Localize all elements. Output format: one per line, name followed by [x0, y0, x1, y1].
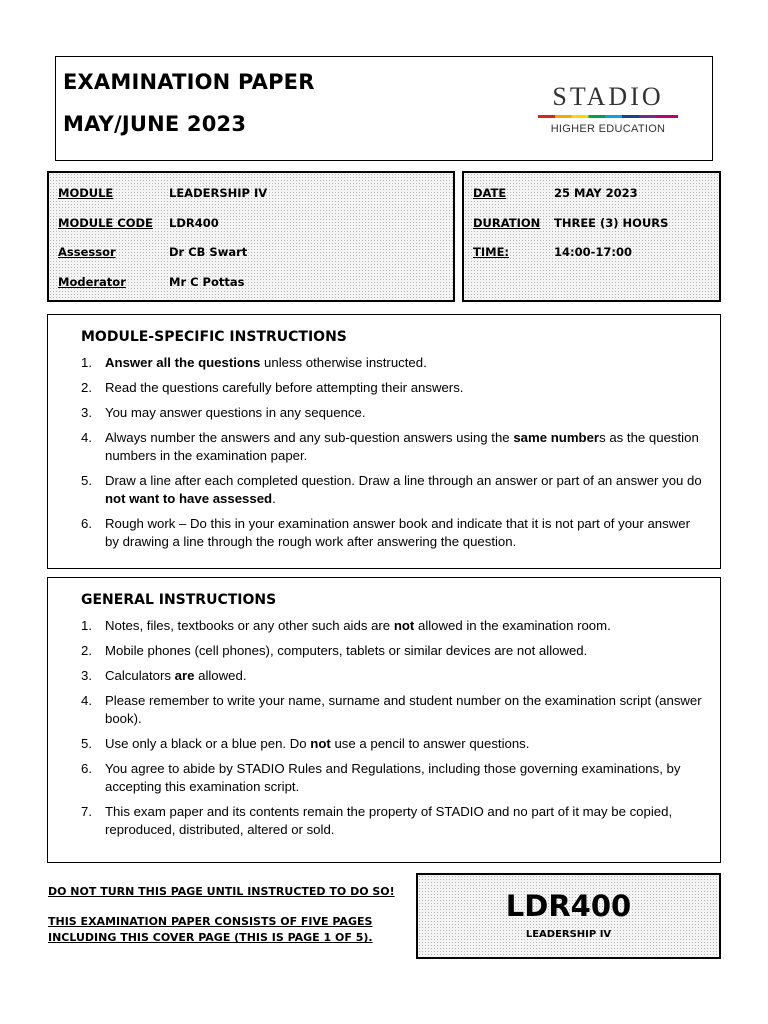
exam-header [55, 56, 713, 161]
instruction-item [81, 692, 706, 728]
general-instruction-list [81, 617, 706, 839]
page-count-note-line2: INCLUDING THIS COVER PAGE (THIS IS PAGE 1 OF 5). [48, 931, 373, 944]
instruction-item [81, 515, 706, 551]
instruction-text: Rough work – Do this in your examination answer book and indicate that it is not part of your answer by drawing a line through the rough work after answering the question. [105, 516, 690, 549]
info-value: Mr C Pottas [169, 275, 245, 289]
instruction-number: 7. [81, 804, 92, 819]
info-label: Moderator [58, 275, 126, 289]
module-code: LDR400 [505, 889, 632, 923]
exam-session: MAY/JUNE 2023 [63, 112, 247, 136]
instruction-text: Answer all the questions unless otherwise instructed. [105, 355, 427, 370]
info-value: Dr CB Swart [169, 245, 248, 259]
instruction-item [81, 803, 706, 839]
stadio-logo [538, 82, 678, 135]
instruction-text: You agree to abide by STADIO Rules and Regulations, including those governing examinations, by accepting this examination script. [105, 761, 681, 794]
info-label: DURATION [473, 216, 541, 230]
info-value: THREE (3) HOURS [554, 216, 669, 230]
emphasis-text: are [174, 668, 195, 683]
info-label: Assessor [58, 245, 116, 259]
emphasis-text: not [393, 618, 415, 633]
instruction-text: Use only a black or a blue pen. Do not use a pencil to answer questions. [105, 736, 530, 751]
emphasis-text: not want to have assessed [105, 491, 273, 506]
info-label: MODULE [58, 186, 114, 200]
instruction-text: Read the questions carefully before attempting their answers. [105, 380, 464, 395]
instruction-number: 1. [81, 618, 92, 633]
logo-wordmark: STADIO [552, 82, 664, 111]
logo-color-stripe [538, 115, 678, 118]
instruction-text: Mobile phones (cell phones), computers, tablets or similar devices are not allowed. [105, 643, 588, 658]
info-label: DATE [473, 186, 507, 200]
instruction-text: Calculators are allowed. [105, 668, 247, 683]
instruction-number: 6. [81, 516, 92, 531]
instruction-number: 6. [81, 761, 92, 776]
info-value: 14:00-17:00 [554, 245, 632, 259]
instruction-number: 5. [81, 473, 92, 488]
page-count-note-line1: THIS EXAMINATION PAPER CONSISTS OF FIVE PAGES [48, 915, 373, 928]
instruction-number: 2. [81, 380, 92, 395]
info-value: 25 MAY 2023 [554, 186, 638, 200]
instruction-text: Draw a line after each completed question. Draw a line through an answer or part of an answer you do not want to have assessed. [105, 473, 702, 506]
emphasis-text: Answer all the questions [105, 355, 261, 370]
module-info-box [47, 171, 455, 302]
emphasis-text: not [310, 736, 331, 751]
instruction-text: You may answer questions in any sequence. [105, 405, 366, 420]
instruction-text: Please remember to write your name, surname and student number on the examination script (answer book). [105, 693, 702, 726]
instruction-number: 4. [81, 430, 92, 445]
instruction-item [81, 404, 706, 422]
instruction-item [81, 354, 706, 372]
instruction-item [81, 735, 706, 753]
instruction-item [81, 429, 706, 465]
module-instructions-box [47, 314, 721, 569]
section-title: GENERAL INSTRUCTIONS [81, 592, 277, 608]
instruction-number: 2. [81, 643, 92, 658]
instruction-text: Notes, files, textbooks or any other such aids are not allowed in the examination room. [105, 618, 611, 633]
instruction-number: 4. [81, 693, 92, 708]
instruction-item [81, 472, 706, 508]
info-value: LDR400 [169, 216, 219, 230]
instruction-number: 3. [81, 668, 92, 683]
section-title: MODULE-SPECIFIC INSTRUCTIONS [81, 329, 347, 345]
instruction-item [81, 617, 706, 635]
info-value: LEADERSHIP IV [169, 186, 268, 200]
module-instruction-list [81, 354, 706, 551]
instruction-item [81, 642, 706, 660]
instruction-item [81, 760, 706, 796]
instruction-number: 1. [81, 355, 92, 370]
emphasis-text: same number [513, 430, 600, 445]
instruction-number: 5. [81, 736, 92, 751]
exam-schedule-box [462, 171, 721, 302]
instruction-number: 3. [81, 405, 92, 420]
instruction-item [81, 379, 706, 397]
instruction-text: Always number the answers and any sub-question answers using the same numbers as the question numbers in the examination paper. [105, 430, 699, 463]
module-code-box [416, 873, 721, 959]
info-label: MODULE CODE [58, 216, 153, 230]
exam-title: EXAMINATION PAPER [63, 70, 315, 94]
logo-subtitle: HIGHER EDUCATION [550, 123, 666, 135]
info-label: TIME: [473, 245, 510, 259]
general-instructions-box [47, 577, 721, 863]
instruction-text: This exam paper and its contents remain the property of STADIO and no part of it may be copied, reproduced, distributed, altered or sold. [105, 804, 673, 837]
instruction-item [81, 667, 706, 685]
module-name: LEADERSHIP IV [525, 929, 612, 940]
do-not-turn-warning: DO NOT TURN THIS PAGE UNTIL INSTRUCTED TO DO SO! [48, 885, 395, 898]
